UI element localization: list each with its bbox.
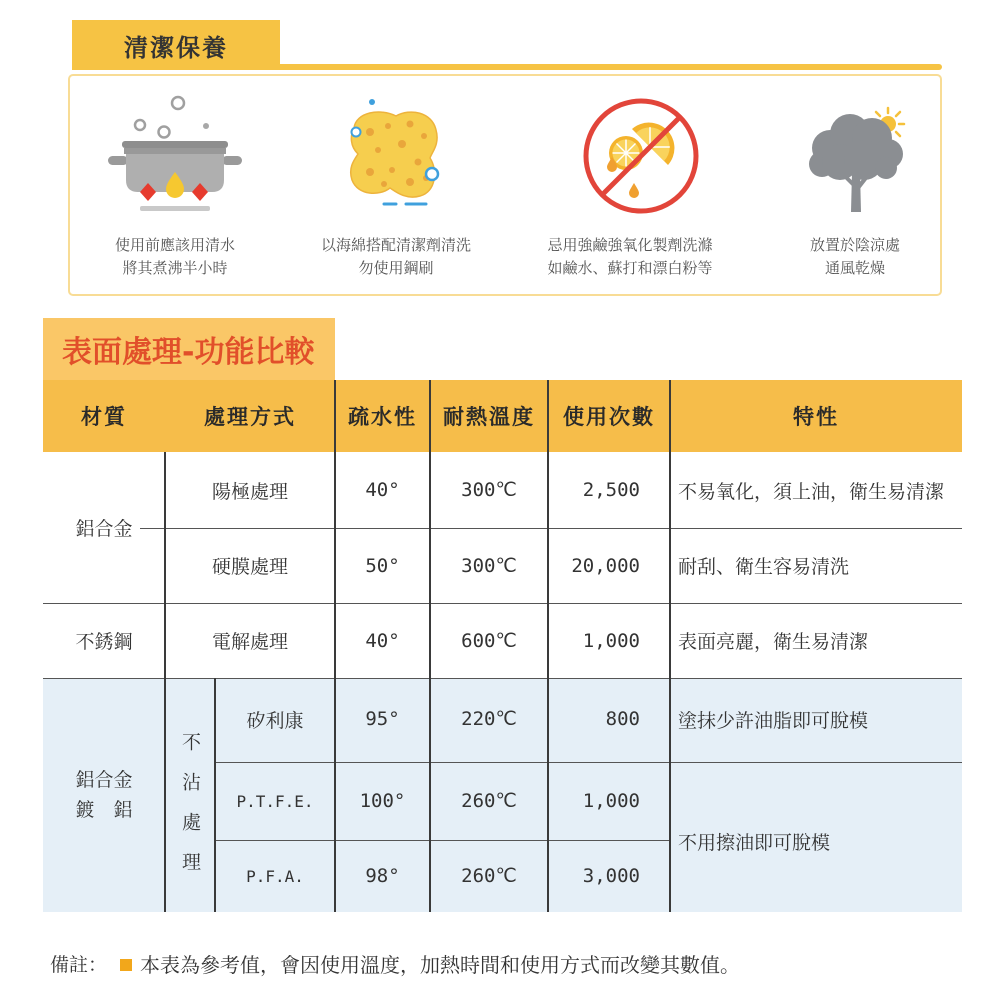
features-cell: 表面亮麗，衛生易清潔 (678, 631, 869, 653)
heat-resistance-cell: 260℃ (461, 790, 517, 812)
no-lemon-icon (580, 95, 702, 217)
care-tip-caption (750, 234, 960, 280)
care-tip-caption-line: 勿使用鋼刷 (358, 259, 434, 277)
tree-trunk (840, 170, 873, 212)
process-cell: P.F.A. (246, 866, 304, 886)
pot-lid (122, 141, 228, 148)
header-material: 材質 (81, 405, 127, 429)
sponge-body (351, 112, 437, 197)
features-cell: 耐刮、衛生容易清洗 (678, 556, 850, 578)
steam-dot (203, 123, 209, 129)
features-cell: 不易氧化，須上油，衛生易清潔 (678, 480, 945, 503)
material-line: 鋁合金 (75, 769, 133, 791)
pot-handle-right (222, 156, 242, 165)
pot-icon-graphic (100, 88, 245, 220)
care-tip-caption-line: 忌用強鹼強氧化製劑洗滌 (547, 236, 713, 254)
material-cell (43, 678, 165, 912)
process-cell: 陽極處理 (211, 480, 288, 503)
process-cell: 電解處理 (211, 631, 288, 653)
header-process: 處理方式 (204, 405, 296, 429)
uses-cell: 1,000 (582, 790, 640, 812)
care-tip-caption-line: 使用前應該用清水 (114, 236, 235, 254)
header-uses: 使用次數 (563, 405, 655, 429)
material-cell: 不銹鋼 (75, 631, 133, 653)
hydrophobicity-cell: 40° (365, 629, 400, 652)
process-cell: 矽利康 (246, 709, 304, 732)
care-tip-caption-line: 以海綿搭配清潔劑清洗 (320, 236, 471, 254)
features-cell: 塗抹少許油脂即可脫模 (678, 709, 869, 732)
pot-rim (124, 148, 226, 154)
uses-cell: 800 (605, 708, 640, 730)
header-features: 特性 (793, 405, 839, 429)
pot-icon (100, 88, 245, 220)
tree-sun-icon-graphic (800, 100, 912, 218)
process-cell: P.T.F.E. (236, 791, 314, 811)
header-heat-resistance: 耐熱溫度 (443, 405, 535, 429)
care-tip-caption (291, 234, 501, 280)
uses-cell: 2,500 (582, 479, 640, 501)
uses-cell: 3,000 (582, 865, 640, 887)
hydrophobicity-cell: 100° (359, 790, 406, 812)
hydrophobicity-cell: 40° (365, 479, 400, 501)
nonstick-group-label: 不沾處理 (179, 732, 201, 892)
care-tip-caption-line: 如鹼水、蘇打和漂白粉等 (547, 259, 713, 277)
tree-sun-icon (800, 100, 912, 218)
steam-bubbles (135, 97, 184, 138)
care-tip-caption-line: 通風乾燥 (824, 259, 885, 277)
header-hydrophobicity: 疏水性 (348, 405, 417, 429)
heat-resistance-cell: 300℃ (461, 554, 517, 577)
note-text: 本表為參考值，會因使用溫度，加熱時間和使用方式而改變其數值。 (140, 953, 740, 977)
heat-resistance-cell: 220℃ (461, 708, 517, 730)
care-tip-caption (70, 234, 280, 280)
care-tip-caption-line: 將其煮沸半小時 (122, 259, 228, 277)
heat-resistance-cell: 260℃ (461, 865, 517, 887)
care-tip-caption (525, 234, 735, 280)
hydrophobicity-cell: 98° (365, 865, 400, 887)
heat-resistance-cell: 600℃ (461, 629, 517, 652)
sponge-icon-graphic (340, 92, 452, 214)
uses-cell: 1,000 (582, 629, 640, 652)
process-cell: 硬膜處理 (211, 556, 288, 578)
shared-features-cell: 不用擦油即可脫模 (678, 831, 831, 854)
uses-cell: 20,000 (571, 554, 640, 577)
care-tip-caption-line: 放置於陰涼處 (809, 236, 900, 254)
material-line: 鍍 鋁 (75, 799, 133, 821)
hydrophobicity-cell: 95° (365, 708, 400, 730)
care-section-title: 清潔保養 (72, 20, 280, 70)
note-bullet-square (120, 959, 132, 971)
hydrophobicity-cell: 50° (365, 554, 400, 577)
no-lemon-icon-graphic (580, 95, 702, 217)
note-label: 備註： (50, 954, 108, 976)
burner-plate (140, 206, 210, 211)
heat-resistance-cell: 300℃ (461, 479, 517, 501)
table-title: 表面處理-功能比較 (43, 318, 335, 380)
pot-handle-left (108, 156, 128, 165)
material-cell: 鋁合金 (75, 518, 133, 540)
sponge-icon (340, 92, 452, 214)
